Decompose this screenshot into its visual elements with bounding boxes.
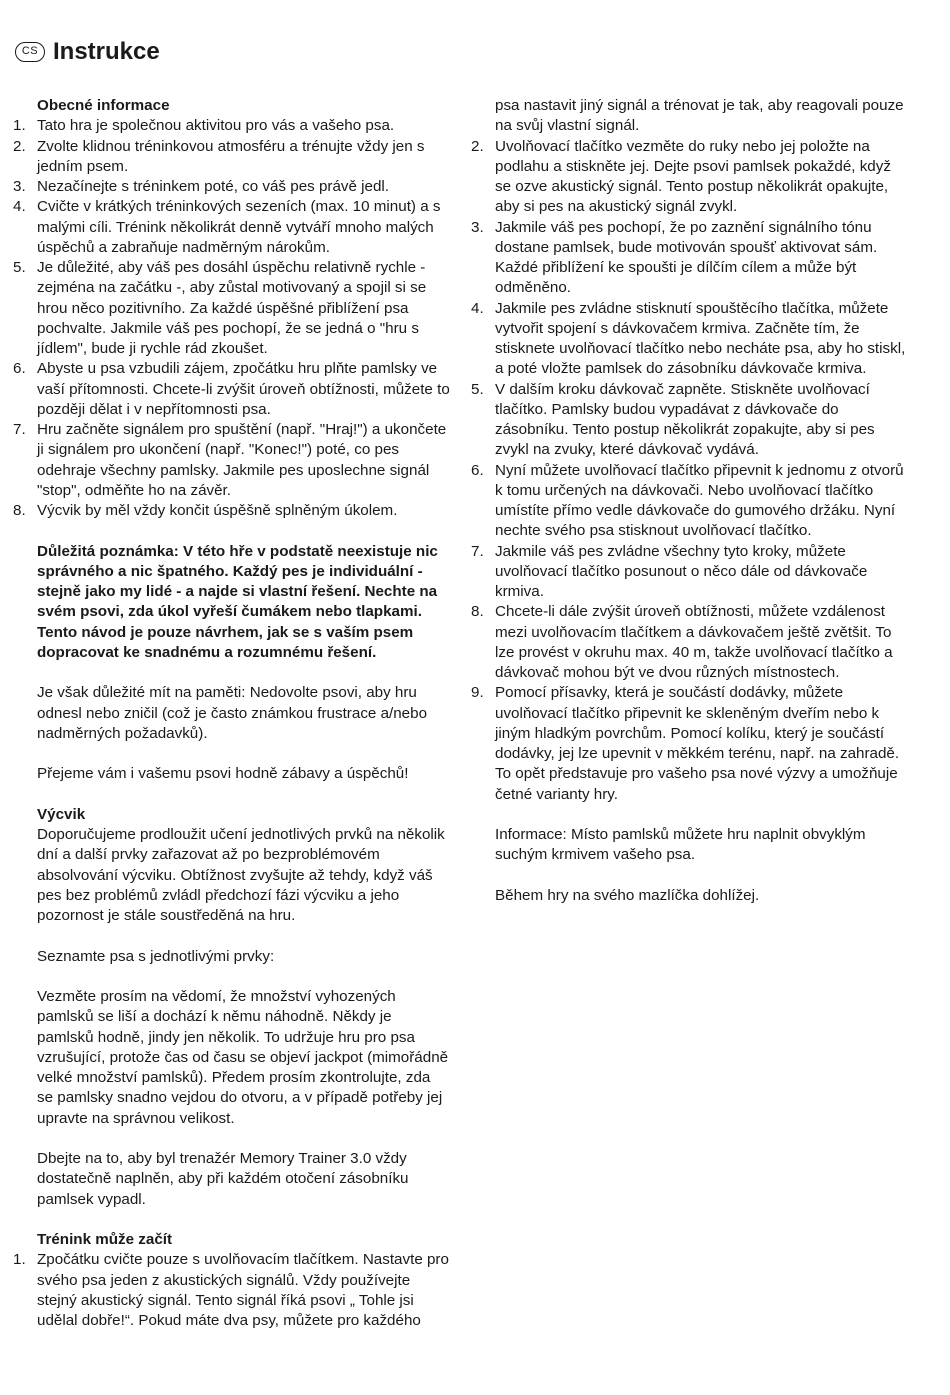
list-item (10, 197, 450, 258)
list-item-text: Uvolňovací tlačítko vezměte do ruky nebo jej položte na podlahu a stiskněte jej. Dejte psovi pamlsek pokaždé, když se ozve akustický signál. Tento postup několikrát opakujte, aby si pes na akustický signál zvykl. (495, 137, 891, 216)
page-header (15, 37, 160, 67)
list-item-text: Zvolte klidnou tréninkovou atmosféru a trénujte vždy jen s jedním psem. (37, 137, 425, 175)
list-item (468, 380, 908, 461)
list-item-number: 3. (471, 218, 484, 236)
list-item-text: Jakmile váš pes zvládne všechny tyto kroky, můžete uvolňovací tlačítko posunout o něco dále od dávkovače krmiva. (495, 542, 868, 600)
list-item-number: 8. (13, 502, 26, 519)
info-paragraph: Informace: Místo pamlsků můžete hru naplnit obvyklým suchým krmivem vašeho psa. (495, 826, 866, 864)
general-info-heading: Obecné informace (37, 97, 170, 114)
list-item (468, 218, 908, 299)
step-continuation: psa nastavit jiný signál a trénovat je tak, aby reagovali pouze na svůj vlastní signál. (495, 97, 904, 135)
list-item-text: Pomocí přísavky, která je součástí dodávky, můžete uvolňovací tlačítko připevnit ke skleněným dveřím nebo k jiným hladkým povrchům. Pomocí kolíku, který je součástí dodávky, jej lze upevnit v měkkém terénu, např. na zahradě. To opět představuje pro vašeho psa nové výzvy a umožňuje četné varianty hry. (495, 684, 900, 803)
right-column (468, 96, 908, 906)
list-item-text: Jakmile váš pes pochopí, že po zaznění signálního tónu dostane pamlsek, bude motivován spoušť aktivovat sám. Každé přiblížení ke spoušti je dílčím cílem a může být odměněno. (495, 218, 878, 297)
list-item (10, 177, 450, 197)
list-item-text: Nezačínejte s tréninkem poté, co váš pes právě jedl. (37, 178, 390, 195)
list-item-text: Jakmile pes zvládne stisknutí spouštěcího tlačítka, můžete vytvořit spojení s dávkovačem krmiva. Začněte tím, že stisknete uvolňovací tlačítko nebo necháte psa, aby ho stiskl, a poté vložte pamlsek do zásobníku dávkovače krmiva. (495, 299, 906, 378)
list-item (10, 501, 450, 521)
intro-elements-paragraph: Seznamte psa s jednotlivými prvky: (37, 947, 275, 965)
list-item-number: 4. (471, 299, 484, 317)
list-item-number: 5. (13, 259, 26, 276)
list-item-text: Tato hra je společnou aktivitou pro vás a vašeho psa. (37, 117, 395, 135)
list-item-text: Výcvik by měl vždy končit úspěšně splněným úkolem. (37, 502, 398, 519)
list-item (10, 420, 450, 501)
list-item-text: Abyste u psa vzbudili zájem, zpočátku hru plňte pamlsky ve vaší přítomnosti. Chcete-li zvýšit úroveň obtížnosti, můžete to později dělat i v nepřítomnosti psa. (37, 360, 450, 418)
language-badge: CS (15, 42, 45, 62)
list-item-text: Nyní můžete uvolňovací tlačítko připevnit k jednomu z otvorů k tomu určených na dávkovači. Nebo uvolňovací tlačítko umístíte přímo vedle dávkovače do gumového držáku. Nyní nechte svého psa stisknout uvolňovací tlačítko. (495, 461, 904, 540)
list-item-number: 4. (13, 198, 26, 216)
list-item-number: 9. (471, 684, 484, 702)
list-item-text: V dalším kroku dávkovač zapněte. Stiskněte uvolňovací tlačítko. Pamlsky budou vypadávat z dávkovače do zásobníku. Tento postup několikrát zopakujte, aby si pes zvykl na zvuky, které dávkovač vydává. (495, 380, 875, 459)
list-item-number: 1. (13, 117, 26, 135)
list-item (468, 602, 908, 683)
supervise-paragraph: Během hry na svého mazlíčka dohlížej. (495, 886, 760, 904)
list-item-number: 2. (13, 137, 26, 155)
list-item (468, 299, 908, 380)
list-item-number: 1. (13, 1251, 26, 1269)
list-item (10, 359, 450, 420)
training-start-heading: Trénink může začít (37, 1231, 173, 1248)
training-steps-list (10, 1250, 450, 1331)
list-item-number: 6. (471, 461, 484, 479)
list-item (468, 461, 908, 542)
treats-note-paragraph: Vezměte prosím na vědomí, že množství vyhozených pamlsků se liší a dochází k němu náhodně. Někdy je pamlsků hodně, jindy jen několik. To udržuje hru pro psa vzrušující, protože čas od času se objeví jackpot (mimořádně velké množství pamlsků). Předem prosím zkontrolujte, zda se pamlsky snadno vejdou do otvoru, a v případě potřeby jej upravte na správnou velikost. (37, 988, 449, 1127)
page-title: Instrukce (53, 38, 160, 65)
list-item (10, 137, 450, 178)
list-item-text: Je důležité, aby váš pes dosáhl úspěchu relativně rychle - zejména na začátku -, aby zůstal motivovaný a spojil si se hrou něco pozitivního. Za každé úspěšné přiblížení psa pochvalte. Jakmile váš pes pochopí, že se jedná o "hru s jídlem", bude ji rychle rád zkoušet. (37, 259, 427, 357)
list-item-text: Cvičte v krátkých tréninkových sezeních (max. 10 minut) a s malými cíli. Trénink několikrát denně vytváří mnoho malých úspěchů a zabraňuje nadměrným nárokům. (37, 198, 441, 256)
list-item-number: 2. (471, 137, 484, 155)
list-item-number: 3. (13, 178, 26, 195)
warning-paragraph: Je však důležité mít na paměti: Nedovolte psovi, aby hru odnesl nebo zničil (což je často známkou frustrace a/nebo nadměrných požadavků). (37, 684, 428, 742)
list-item (468, 542, 908, 603)
left-column (10, 96, 450, 1331)
list-item-text: Zpočátku cvičte pouze s uvolňovacím tlačítkem. Nastavte pro svého psa jeden z akustických signálů. Vždy používejte stejný akustický signál. Tento signál říká psovi „ Tohle jsi udělal dobře!“. Pokud máte dva psy, můžete pro každého (37, 1251, 449, 1329)
list-item (468, 137, 908, 218)
wish-paragraph: Přejeme vám i vašemu psovi hodně zábavy a úspěchů! (37, 765, 409, 783)
training-paragraph: Doporučujeme prodloužit učení jednotlivých prvků na několik dní a další prvky zařazovat až po bezproblémovém absolvování výcviku. Obtížnost zvyšujte až tehdy, když váš pes bez problémů zvládl předchozí fázi výcviku a jeho pozornost je stále soustředěná na hru. (37, 826, 445, 924)
list-item (10, 116, 450, 136)
list-item (10, 1250, 450, 1331)
general-info-list (10, 116, 450, 521)
list-item (468, 683, 908, 805)
list-item-number: 7. (471, 542, 484, 560)
list-item-number: 7. (13, 421, 26, 438)
important-note: Důležitá poznámka: V této hře v podstatě neexistuje nic správného a nic špatného. Každý pes je individuální - stejně jako my lidé - a najde si vlastní řešení. Nechte na svém psovi, zda úkol vyřeší čumákem nebo tlapkami. Tento návod je pouze návrhem, jak se s vaším psem dopracovat ke snadnému a rozumnému řešení. (37, 542, 438, 661)
list-item-number: 8. (471, 603, 484, 621)
training-heading: Výcvik (37, 805, 86, 823)
list-item (10, 258, 450, 359)
list-item-number: 5. (471, 380, 484, 398)
list-item-number: 6. (13, 360, 26, 378)
list-item-text: Hru začněte signálem pro spuštění (např. "Hraj!") a ukončete ji signálem pro ukončení (např. "Konec!") poté, co pes odehraje všechny pamlsky. Jakmile pes uposlechne signál "stop", odměňte ho na závěr. (37, 421, 447, 499)
training-steps-list-continued (468, 137, 908, 805)
list-item-text: Chcete-li dále zvýšit úroveň obtížnosti, můžete vzdálenost mezi uvolňovacím tlačítkem a dávkovačem ještě zvětšit. To lze provést v okruhu max. 40 m, takže uvolňovací tlačítko a dávkovač mohou být ve dvou různých místnostech. (495, 603, 893, 681)
fill-note-paragraph: Dbejte na to, aby byl trenažér Memory Trainer 3.0 vždy dostatečně naplněn, aby při každém otočení zásobníku pamlsek vypadl. (37, 1150, 409, 1208)
